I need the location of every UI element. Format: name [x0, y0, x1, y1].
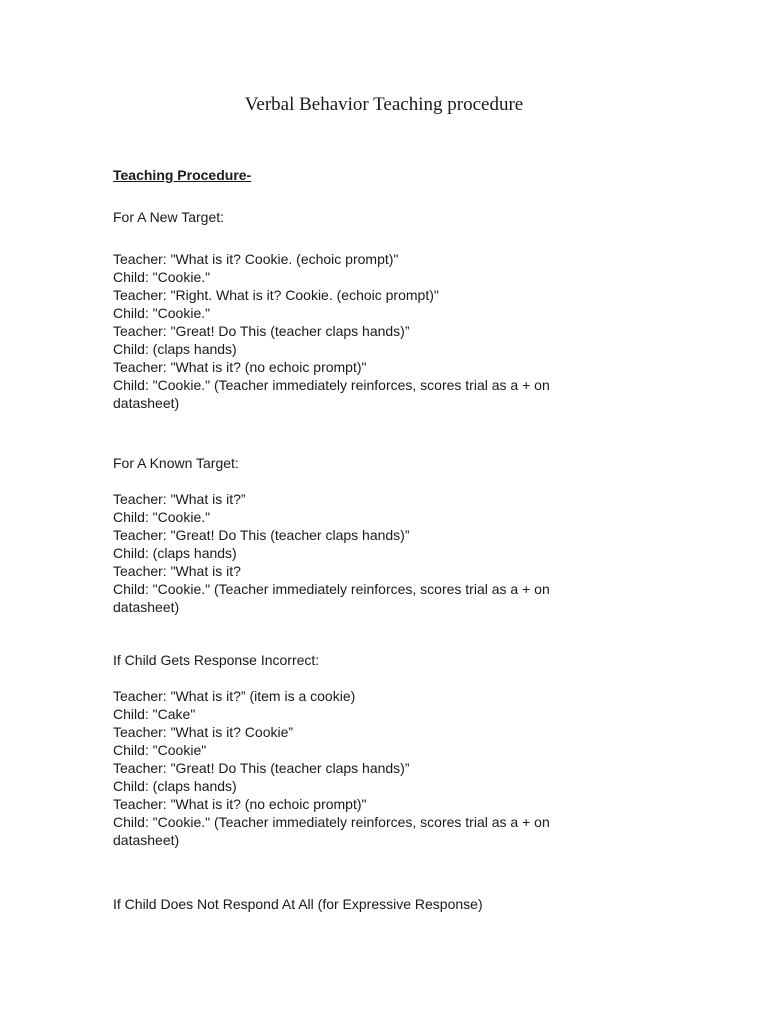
dialogue-line: Child: "Cookie." (Teacher immediately reinforces, scores trial as a + on — [113, 581, 550, 597]
dialogue-line: datasheet) — [113, 599, 180, 615]
dialogue-line: Teacher: "Great! Do This (teacher claps hands)” — [113, 760, 410, 776]
dialogue-line: Teacher: "Great! Do This (teacher claps hands)” — [113, 323, 410, 339]
dialogue-line: Teacher: "What is it? — [113, 563, 241, 579]
dialogue-line: Child: "Cookie." — [113, 509, 211, 525]
dialogue-line: Child: "Cookie." (Teacher immediately reinforces, scores trial as a + on — [113, 814, 550, 830]
dialogue-line: Child: "Cake" — [113, 706, 196, 722]
dialogue-line: Child: (claps hands) — [113, 778, 237, 794]
new-target-dialogue — [113, 250, 713, 412]
section-heading: Teaching Procedure- — [113, 167, 252, 183]
dialogue-line: Teacher: "What is it?” (item is a cookie) — [113, 688, 356, 704]
dialogue-line: Teacher: "What is it? (no echoic prompt)" — [113, 796, 367, 812]
dialogue-line: Teacher: "What is it?” — [113, 491, 246, 507]
dialogue-line: Teacher: "What is it? (no echoic prompt)" — [113, 359, 367, 375]
dialogue-line: Child: "Cookie." (Teacher immediately reinforces, scores trial as a + on — [113, 377, 550, 393]
no-response-label: If Child Does Not Respond At All (for Expressive Response) — [113, 896, 483, 912]
dialogue-line: Child: "Cookie." — [113, 305, 211, 321]
new-target-label: For A New Target: — [113, 209, 225, 225]
dialogue-line: Child: "Cookie" — [113, 742, 207, 758]
incorrect-response-label: If Child Gets Response Incorrect: — [113, 652, 320, 668]
dialogue-line: Teacher: "What is it? Cookie” — [113, 724, 294, 740]
dialogue-line: Child: (claps hands) — [113, 545, 237, 561]
incorrect-response-dialogue — [113, 687, 713, 849]
dialogue-line: datasheet) — [113, 832, 180, 848]
dialogue-line: datasheet) — [113, 395, 180, 411]
dialogue-line: Child: (claps hands) — [113, 341, 237, 357]
dialogue-line: Teacher: "Right. What is it? Cookie. (echoic prompt)" — [113, 287, 439, 303]
dialogue-line: Teacher: "Great! Do This (teacher claps hands)” — [113, 527, 410, 543]
dialogue-line: Child: "Cookie." — [113, 269, 211, 285]
dialogue-line: Teacher: "What is it? Cookie. (echoic prompt)" — [113, 251, 399, 267]
document-title: Verbal Behavior Teaching procedure — [244, 94, 524, 115]
known-target-dialogue — [113, 490, 713, 616]
known-target-label: For A Known Target: — [113, 455, 239, 471]
